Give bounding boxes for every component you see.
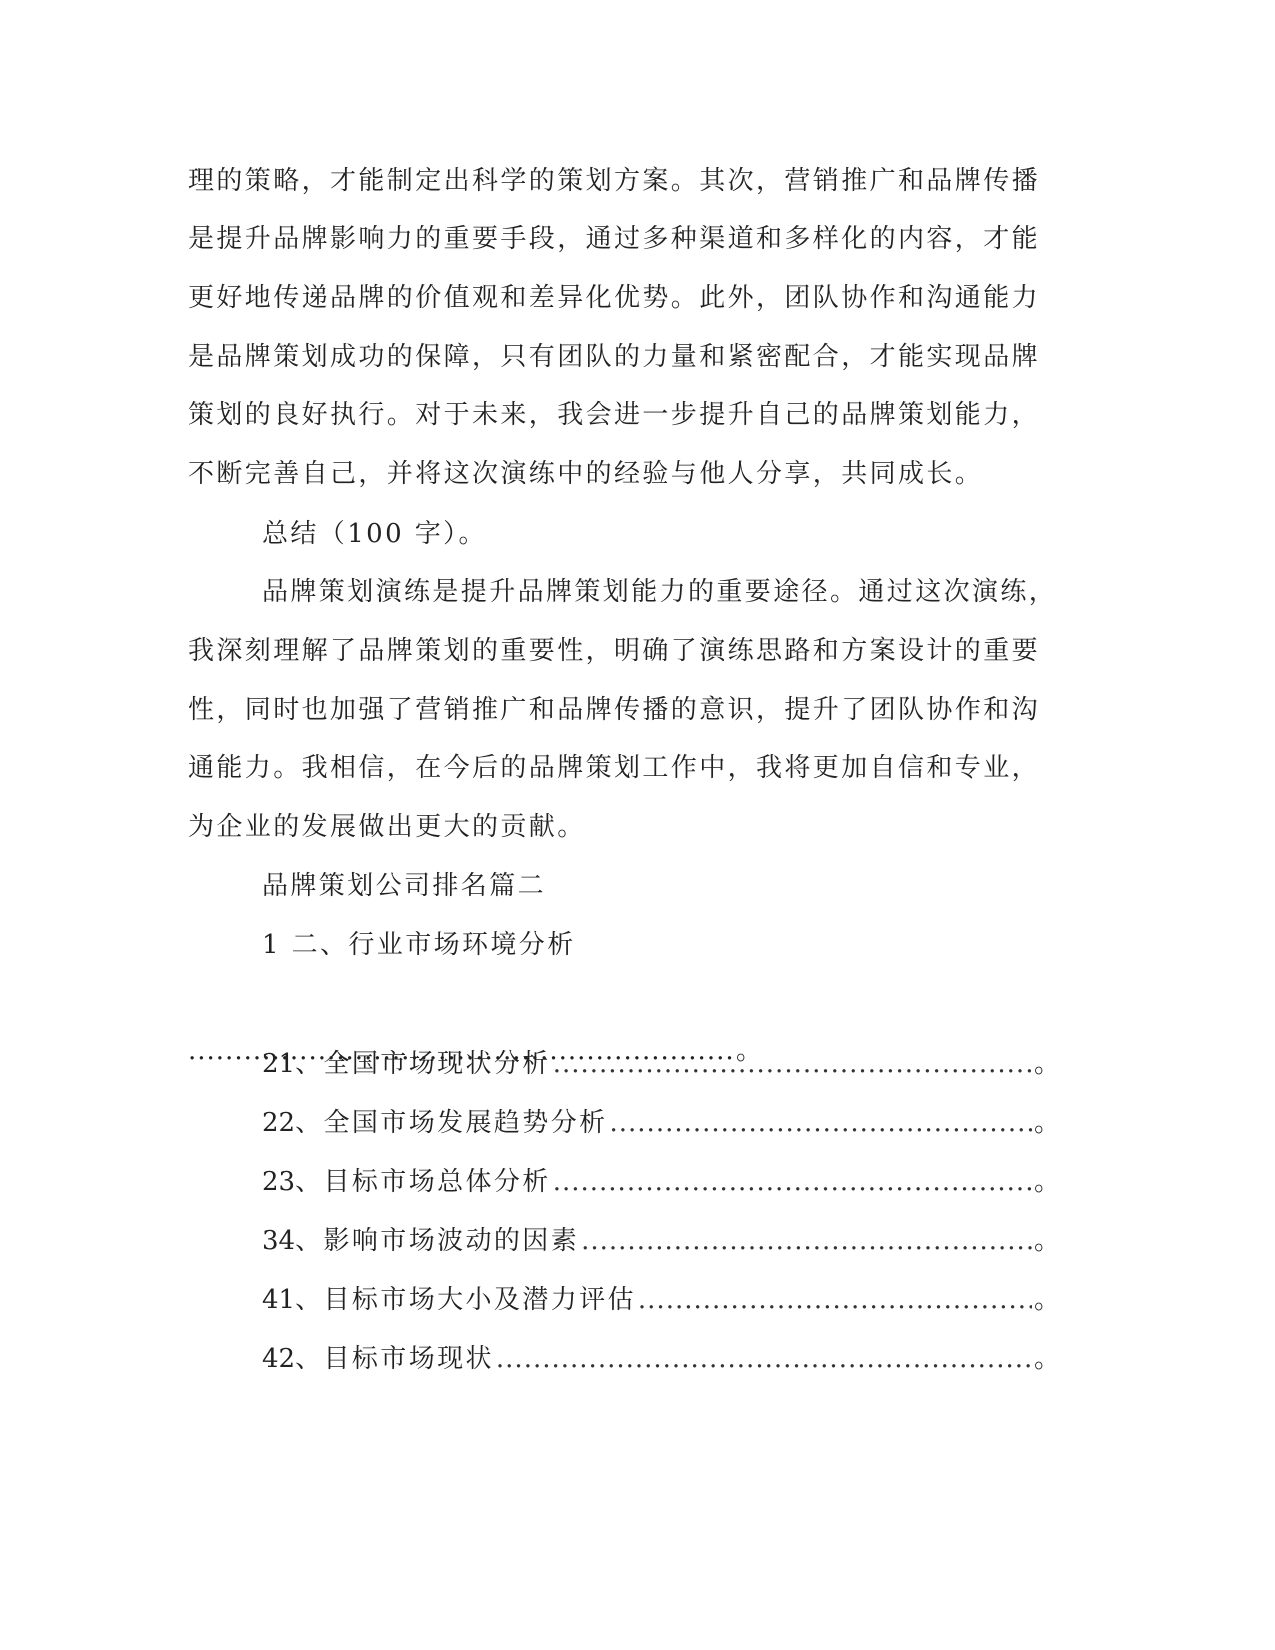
toc-entry-title: 、全国市场现状分析 <box>295 1049 551 1079</box>
paragraph-line: 策划的良好执行。对于未来，我会进一步提升自己的品牌策划能力， <box>188 400 1041 430</box>
toc-entry-end: 。 <box>1033 1049 1060 1079</box>
toc-entry-title: 、目标市场大小及潜力评估 <box>295 1285 636 1315</box>
toc-entry[interactable] <box>262 1162 1060 1202</box>
dot-leader <box>610 1103 1032 1143</box>
paragraph-line: 不断完善自己，并将这次演练中的经验与他人分享，共同成长。 <box>188 459 984 489</box>
paragraph-line: 理的策略，才能制定出科学的策划方案。其次，营销推广和品牌传播 <box>188 166 1041 196</box>
toc-entry-end: 。 <box>1033 1167 1060 1197</box>
toc-entry[interactable] <box>262 1044 1060 1084</box>
paragraph-line: 更好地传递品牌的价值观和差异化优势。此外，团队协作和沟通能力 <box>188 283 1041 313</box>
toc-entry[interactable] <box>262 1280 1060 1320</box>
section-heading: 品牌策划公司排名篇二 <box>262 871 547 901</box>
toc-entry-number: 42 <box>262 1344 296 1374</box>
dot-leader <box>638 1280 1032 1320</box>
dot-leader <box>496 1339 1032 1379</box>
summary-line: 性，同时也加强了营销推广和品牌传播的意识，提升了团队协作和沟 <box>188 695 1041 725</box>
summary-line: 为企业的发展做出更大的贡献。 <box>188 812 586 842</box>
paragraph-line: 是品牌策划成功的保障，只有团队的力量和紧密配合，才能实现品牌 <box>188 342 1041 372</box>
toc-entry[interactable] <box>262 1339 1060 1379</box>
toc-entry-title: 、影响市场波动的因素 <box>295 1226 580 1256</box>
toc-entry-number: 23 <box>262 1167 296 1197</box>
toc-entry-title: 、全国市场发展趋势分析 <box>295 1108 608 1138</box>
toc-entry-number: 21 <box>262 1049 296 1079</box>
toc-entry-number: 22 <box>262 1108 296 1138</box>
summary-line: 通能力。我相信，在今后的品牌策划工作中，我将更加自信和专业， <box>188 753 1041 783</box>
paragraph-line: 是提升品牌影响力的重要手段，通过多种渠道和多样化的内容，才能 <box>188 224 1041 254</box>
toc-heading: 1 二、行业市场环境分析 <box>262 930 576 960</box>
dot-leader <box>553 1044 1032 1084</box>
summary-line: 我深刻理解了品牌策划的重要性，明确了演练思路和方案设计的重要 <box>188 636 1041 666</box>
toc-entry[interactable] <box>262 1221 1060 1261</box>
toc-entry-title: 、目标市场现状 <box>295 1344 494 1374</box>
toc-entry-title: 、目标市场总体分析 <box>295 1167 551 1197</box>
toc-entry-number: 34 <box>262 1226 296 1256</box>
dot-leader <box>581 1221 1032 1261</box>
toc-entry-end: 。 <box>1033 1226 1060 1256</box>
summary-heading: 总结（100 字）。 <box>262 519 487 549</box>
toc-heading-end: 。 <box>736 1036 763 1066</box>
toc-entry-end: 。 <box>1033 1108 1060 1138</box>
toc-entry-end: 。 <box>1033 1285 1060 1315</box>
toc-entry-end: 。 <box>1033 1344 1060 1374</box>
dot-leader <box>553 1162 1032 1202</box>
toc-entry-number: 41 <box>262 1285 296 1315</box>
summary-line: 品牌策划演练是提升品牌策划能力的重要途径。通过这次演练， <box>262 577 1058 607</box>
toc-entry[interactable] <box>262 1103 1060 1143</box>
